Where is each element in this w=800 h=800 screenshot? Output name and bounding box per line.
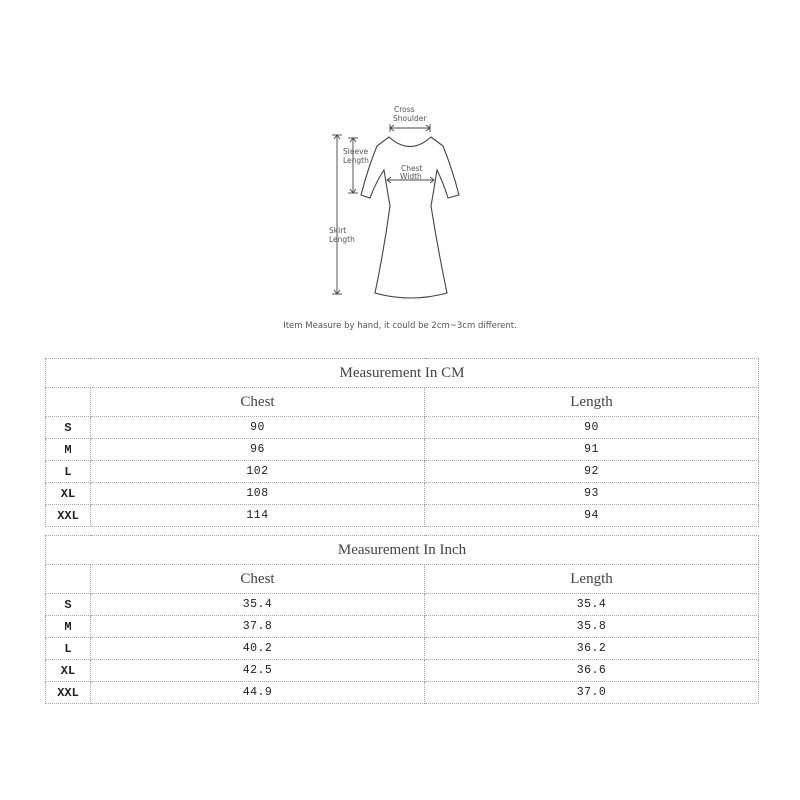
chest-value: 90: [91, 417, 425, 439]
table-row: [46, 682, 759, 704]
cross-shoulder-label-2: Shoulder: [393, 114, 427, 123]
chest-value: 102: [91, 461, 425, 483]
chest-width-label-2: Width: [400, 172, 422, 181]
cm-size-table: [45, 358, 759, 527]
size-label: L: [46, 461, 91, 483]
chest-value: 42.5: [91, 660, 425, 682]
length-value: 94: [425, 505, 759, 527]
size-label: M: [46, 616, 91, 638]
chest-value: 44.9: [91, 682, 425, 704]
table-row: [46, 505, 759, 527]
inch-header-chest: Chest: [91, 565, 425, 594]
chest-value: 37.8: [91, 616, 425, 638]
size-label: S: [46, 594, 91, 616]
size-label: XL: [46, 660, 91, 682]
table-row: [46, 439, 759, 461]
size-label: L: [46, 638, 91, 660]
chest-value: 35.4: [91, 594, 425, 616]
size-label: S: [46, 417, 91, 439]
dress-outline: [361, 137, 459, 298]
chest-value: 40.2: [91, 638, 425, 660]
cm-header-chest: Chest: [91, 388, 425, 417]
length-value: 91: [425, 439, 759, 461]
length-value: 36.2: [425, 638, 759, 660]
inch-header-corner: [46, 565, 91, 594]
chest-value: 114: [91, 505, 425, 527]
measurement-note: Item Measure by hand, it could be 2cm~3cm different.: [283, 321, 517, 331]
table-row: [46, 483, 759, 505]
cm-header-corner: [46, 388, 91, 417]
table-row: [46, 594, 759, 616]
skirt-length-arrow: [332, 135, 342, 294]
sleeve-length-label-1: Sleeve: [343, 147, 369, 156]
cm-header-length: Length: [425, 388, 759, 417]
sleeve-length-label-2: Length: [343, 156, 369, 165]
length-value: 37.0: [425, 682, 759, 704]
skirt-length-label-1: Skirt: [329, 226, 347, 235]
dress-measurement-diagram: [0, 0, 800, 320]
cross-shoulder-arrow: [390, 124, 430, 132]
table-row: [46, 417, 759, 439]
chest-value: 96: [91, 439, 425, 461]
table-row: [46, 616, 759, 638]
cross-shoulder-label-1: Cross: [394, 105, 415, 114]
inch-table-title: Measurement In Inch: [46, 536, 759, 565]
cm-table-title: Measurement In CM: [46, 359, 759, 388]
length-value: 35.8: [425, 616, 759, 638]
length-value: 90: [425, 417, 759, 439]
chest-width-label-1: Chest: [401, 164, 423, 173]
length-value: 93: [425, 483, 759, 505]
length-value: 36.6: [425, 660, 759, 682]
skirt-length-label-2: Length: [329, 235, 355, 244]
inch-size-table: [45, 535, 759, 704]
size-label: XXL: [46, 682, 91, 704]
length-value: 92: [425, 461, 759, 483]
size-label: XL: [46, 483, 91, 505]
table-row: [46, 461, 759, 483]
table-row: [46, 638, 759, 660]
chest-value: 108: [91, 483, 425, 505]
size-label: XXL: [46, 505, 91, 527]
size-label: M: [46, 439, 91, 461]
length-value: 35.4: [425, 594, 759, 616]
table-row: [46, 660, 759, 682]
inch-header-length: Length: [425, 565, 759, 594]
